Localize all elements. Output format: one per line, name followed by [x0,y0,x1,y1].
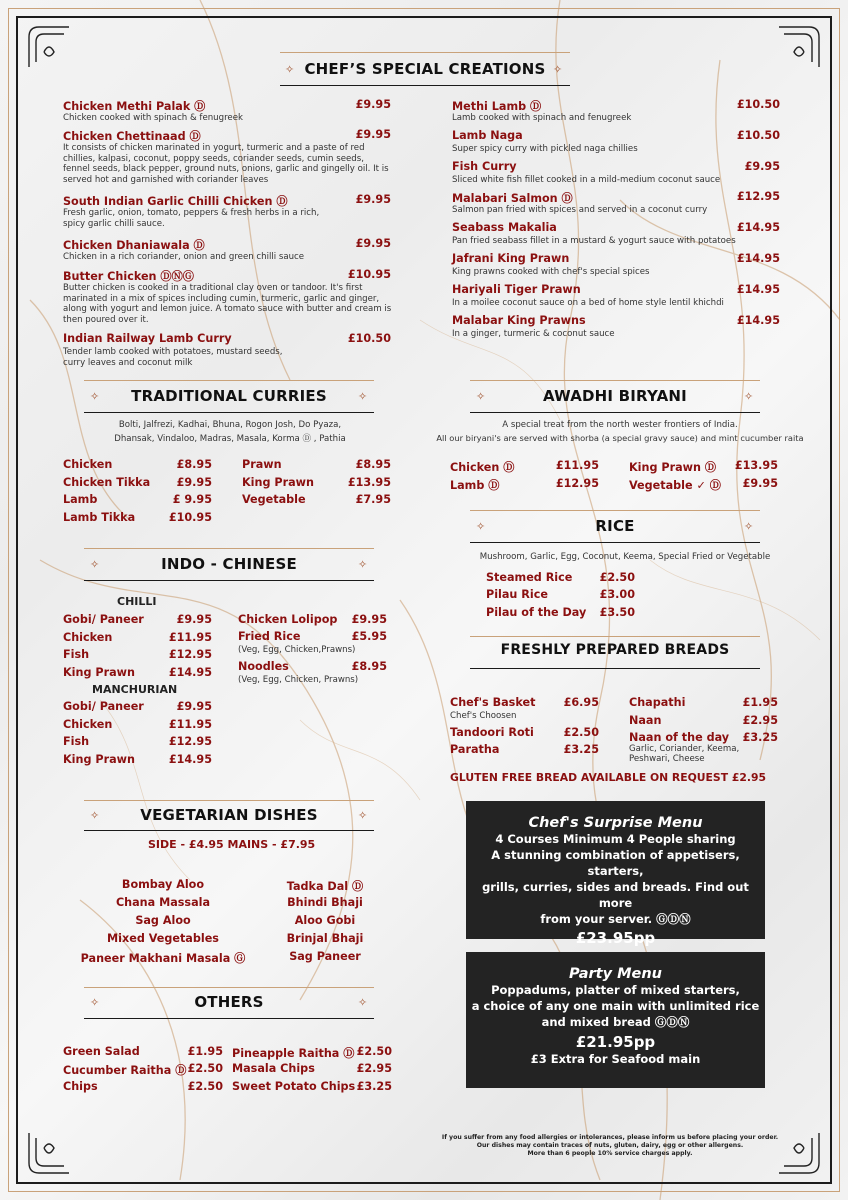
menu-item-price: £12.95 [736,190,780,204]
menu-item-description: (Veg, Egg, Chicken,Prawns) [238,645,356,655]
menu-item-price: £1.95 [742,696,778,709]
menu-item-name: Paratha [450,743,500,756]
ornament-icon: ✧ [90,996,100,1009]
menu-item-name: Chicken Lolipop [238,613,338,626]
menu-item-description: Butter chicken is cooked in a traditional clay oven or tandoor. It's first [63,283,363,293]
menu-item-name: Noodles [238,660,289,673]
divider [84,800,374,801]
veg-dish: Bhindi Bhaji [287,896,363,909]
veg-dish: Mixed Vegetables [107,932,219,945]
menu-item-description: Super spicy curry with pickled naga chillies [452,143,638,154]
divider [470,380,760,381]
menu-item-description: marinated in a mix of spices including cumin, turmeric, garlic and ginger, [63,293,380,304]
surprise-line: 4 Courses Minimum 4 People sharing [495,832,736,846]
menu-item-name: Chicken [63,717,113,731]
menu-item-price: £14.95 [736,252,780,265]
divider [470,668,760,669]
ornament-icon: ✧ [90,809,100,822]
corner-ornament-icon [774,22,824,72]
divider [84,580,374,581]
menu-item-name: Gobi/ Paneer [63,700,144,713]
menu-item-price: £10.50 [736,128,780,142]
biryani-description: A special treat from the north wester frontiers of India. [502,420,738,430]
menu-item-price: £3.25 [356,1079,392,1093]
menu-item-name: Lamb Tikka [63,510,136,524]
menu-item-price: £2.50 [356,1045,392,1058]
menu-item-description: fennel seeds, black pepper, ground nuts, onions, garlic and gingelly oil. It is [63,164,389,175]
menu-item-name: Chicken Ⓓ [450,461,515,474]
veg-dish: Paneer Makhani Masala Ⓖ [80,952,246,965]
menu-item-name: Green Salad [63,1045,140,1058]
menu-item-name: Masala Chips [232,1062,315,1076]
menu-item-name: Tandoori Roti [450,726,534,739]
menu-item-price: £9.95 [355,98,391,111]
menu-item-price: £14.95 [736,221,780,235]
menu-item-name: Fried Rice [238,630,301,643]
menu-item-price: £3.00 [599,588,635,602]
menu-item-price: £9.95 [355,237,391,250]
menu-item-name: Pilau Rice [486,588,548,602]
surprise-line: grills, curries, sides and breads. Find out more [482,880,749,910]
menu-item-description: Fresh garlic, onion, tomato, peppers & fresh herbs in a rich, [63,208,320,218]
menu-item-name: Indian Railway Lamb Curry [63,332,232,345]
menu-item-price: £14.95 [168,752,212,766]
menu-item-description: chillies, kalpasi, coconut, poppy seeds, coriander seeds, cumin seeds, [63,153,364,164]
gluten-free-note: GLUTEN FREE BREAD AVAILABLE ON REQUEST £2.95 [450,771,766,784]
menu-item-name: Chips [63,1079,98,1093]
menu-item-name: Lamb Naga [452,128,523,142]
menu-item-price: £9.95 [355,193,391,206]
menu-item-price: £3.50 [599,605,635,619]
service-charge-note: More than 6 people 10% service charges apply. [527,1150,693,1157]
veg-dish: Sag Paneer [289,950,361,963]
divider [84,412,374,413]
menu-item-price: £9.95 [742,476,778,490]
menu-item-description: then poured over it. [63,314,149,325]
menu-item-price: £2.50 [599,571,635,584]
allergy-note: Our dishes may contain traces of nuts, gluten, dairy, egg or other allergens. [476,1142,744,1149]
menu-item-name: King Prawn [63,752,135,766]
menu-item-price: £9.95 [176,700,212,713]
corner-ornament-icon [24,22,74,72]
veg-dish: Aloo Gobi [294,914,356,927]
divider [280,52,570,53]
corner-ornament-icon [774,1128,824,1178]
menu-item-description: In a ginger, turmeric & coconut sauce [452,328,615,339]
menu-item-name: Pilau of the Day [486,605,587,619]
section-title-curries: TRADITIONAL CURRIES [131,387,327,405]
section-title-chef-special: CHEF’S SPECIAL CREATIONS [304,60,546,78]
menu-item-price: £2.95 [742,713,778,727]
menu-item-name: Chicken Methi Palak Ⓓ [63,100,206,113]
divider [470,510,760,511]
menu-item-name: Sweet Potato Chips [232,1079,356,1093]
menu-item-description: served hot and garnished with coriander leaves [63,174,269,185]
divider [470,542,760,543]
menu-item-name: Prawn [242,458,282,471]
party-line: a choice of any one main with unlimited rice [471,999,760,1013]
menu-item-price: £9.95 [176,613,212,626]
menu-item-price: £11.95 [168,717,212,731]
section-title-breads: FRESHLY PREPARED BREADS [500,642,730,658]
menu-item-name: Malabari Salmon Ⓓ [452,192,573,206]
menu-item-price: £10.95 [347,268,391,281]
menu-item-description: Pan fried seabass fillet in a mustard & yogurt sauce with potatoes [452,236,736,247]
menu-item-name: Chicken Tikka [63,475,151,489]
menu-item-description: In a moilee coconut sauce on a bed of home style lentil khichdi [452,297,724,308]
ornament-icon: ✧ [358,558,368,571]
section-title-others: OTHERS [194,993,264,1011]
ornament-icon: ✧ [358,390,368,403]
menu-item-price: £9.95 [355,128,391,141]
menu-item-description: (Veg, Egg, Chicken, Prawns) [238,675,359,685]
menu-item-price: £3.25 [563,743,599,756]
ornament-icon: ✧ [285,63,295,76]
menu-item-price: £13.95 [347,475,391,489]
menu-item-price: £6.95 [563,696,599,709]
menu-item-price: £12.95 [168,648,212,661]
menu-item-price: £12.95 [555,476,599,490]
menu-item-description: spicy garlic chilli sauce. [63,218,165,229]
section-title-indo-chinese: INDO - CHINESE [161,555,297,573]
menu-item-description: Salmon pan fried with spices and served in a coconut curry [452,205,708,216]
menu-item-price: £10.95 [168,510,212,524]
divider [470,636,760,637]
curries-description: Dhansak, Vindaloo, Madras, Masala, Korma Ⓓ , Pathia [114,434,346,444]
surprise-title: Chef's Surprise Menu [528,815,703,831]
menu-item-name: Malabar King Prawns [452,313,586,327]
menu-item-description: curry leaves and coconut milk [63,357,193,368]
ornament-icon: ✧ [90,390,100,403]
ornament-icon: ✧ [744,390,754,403]
menu-item-price: £9.95 [744,159,780,173]
allergy-note: If you suffer from any food allergies or intolerances, please inform us before placing your order. [441,1134,779,1141]
veg-dish: Tadka Dal Ⓓ [286,880,364,893]
divider [84,830,374,831]
section-title-rice: RICE [595,517,635,535]
menu-item-name: King Prawn [242,475,314,489]
menu-item-name: Methi Lamb Ⓓ [452,100,542,113]
menu-item-price: £8.95 [355,458,391,471]
menu-item-price: £2.50 [187,1079,223,1093]
divider [84,987,374,988]
corner-ornament-icon [24,1128,74,1178]
menu-item-name: Steamed Rice [486,571,573,584]
menu-item-name: Fish [63,735,90,748]
curries-description: Bolti, Jalfrezi, Kadhai, Bhuna, Rogon Josh, Do Pyaza, [118,420,342,430]
manchurian-subtitle: MANCHURIAN [92,683,178,696]
menu-item-name: Naan of the day [629,731,730,744]
divider [84,548,374,549]
menu-item-name: Chicken Chettinaad Ⓓ [63,130,201,143]
menu-item-description: It consists of chicken marinated in yogurt, turmeric and a paste of red [63,143,365,153]
party-title: Party Menu [569,966,662,982]
menu-item-price: £1.95 [187,1045,223,1058]
veg-dish: Brinjal Bhaji [286,932,364,945]
menu-item-price: £9.95 [176,475,212,489]
menu-item-name: Fish Curry [452,159,517,173]
veg-dish: Sag Aloo [135,914,191,927]
ornament-icon: ✧ [90,558,100,571]
menu-item-description: King prawns cooked with chef's special spices [452,267,650,277]
menu-item-description: Lamb cooked with spinach and fenugreek [452,113,632,123]
menu-item-name: Chapathi [629,696,686,709]
surprise-line: from your server. ⒼⒹⓃ [540,912,691,926]
veg-prices: SIDE - £4.95 MAINS - £7.95 [148,838,316,851]
section-title-vegetarian: VEGETARIAN DISHES [140,806,318,824]
menu-item-name: Chicken Dhaniawala Ⓓ [63,239,205,252]
menu-item-description: Sliced white fish fillet cooked in a mild-medium coconut sauce [452,174,721,185]
party-line: Poppadums, platter of mixed starters, [491,983,740,997]
menu-item-description: Chicken in a rich coriander, onion and green chilli sauce [63,252,305,262]
menu-item-price: £11.95 [555,459,599,472]
ornament-icon: ✧ [358,809,368,822]
menu-item-name: Chicken [63,458,113,471]
menu-item-price: £10.50 [736,98,780,111]
menu-item-name: King Prawn Ⓓ [629,461,717,474]
menu-item-name: Chef's Basket [450,696,536,709]
menu-item-price: £3.25 [742,731,778,744]
menu-item-name: Vegetable [242,493,306,507]
party-price: £21.95pp [575,1033,656,1051]
divider [470,412,760,413]
menu-item-description: along with yogurt and lemon juice. A tomato sauce with butter and cream is [63,304,392,315]
party-line: £3 Extra for Seafood main [530,1052,701,1066]
menu-item-price: £14.95 [736,282,780,296]
chilli-subtitle: CHILLI [117,595,157,608]
menu-item-price: £10.50 [347,332,391,345]
menu-item-name: Pineapple Raitha Ⓓ [232,1047,355,1060]
menu-item-name: King Prawn [63,665,135,679]
menu-item-price: £12.95 [168,735,212,748]
menu-item-price: £2.50 [187,1062,223,1076]
menu-item-price: £9.95 [351,613,387,626]
menu-item-name: Naan [629,713,662,727]
party-line: and mixed bread ⒼⒹⓃ [541,1015,690,1029]
menu-item-name: Hariyali Tiger Prawn [452,282,581,296]
menu-item-price: £14.95 [736,313,780,327]
menu-item-price: £2.50 [563,726,599,739]
party-menu-box [466,952,765,1088]
menu-item-price: £11.95 [168,630,212,644]
menu-item-price: £14.95 [168,665,212,679]
chef-surprise-box [466,801,765,947]
menu-item-description: Chicken cooked with spinach & fenugreek [63,113,243,123]
divider [84,1018,374,1019]
biryani-description: All our biryani's are served with shorba (a special gravy sauce) and mint cucumber raita [436,433,804,443]
menu-item-name: Vegetable ✓ Ⓓ [629,478,721,492]
menu-item-price: £8.95 [176,458,212,471]
ornament-icon: ✧ [744,520,754,533]
menu-item-price: £5.95 [351,630,387,643]
divider [280,85,570,86]
menu-item-price: £ 9.95 [172,493,212,507]
menu-item-name: Fish [63,648,90,661]
menu-item-name: Gobi/ Paneer [63,613,144,626]
menu-item-price: £8.95 [351,660,387,673]
section-title-biryani: AWADHI BIRYANI [543,387,687,405]
menu-item-name: Jafrani King Prawn [452,252,570,265]
naan-description: Peshwari, Cheese [629,754,705,764]
menu-item-name: Butter Chicken ⒹⓃⒼ [63,270,194,283]
rice-description: Mushroom, Garlic, Egg, Coconut, Keema, Special Fried or Vegetable [479,552,771,562]
menu-item-name: Lamb Ⓓ [450,478,500,492]
veg-dish: Chana Massala [115,896,211,909]
menu-item-name: South Indian Garlic Chilli Chicken Ⓓ [63,195,288,208]
surprise-price: £23.95pp [575,929,656,947]
ornament-icon: ✧ [476,520,486,533]
menu-item-name: Lamb [63,493,98,507]
surprise-line: A stunning combination of appetisers, starters, [491,848,740,878]
veg-dish: Bombay Aloo [121,878,205,891]
menu-item-description: Chef's Choosen [450,711,517,721]
menu-item-name: Seabass Makalia [452,221,557,235]
ornament-icon: ✧ [476,390,486,403]
divider [84,380,374,381]
menu-item-name: Chicken [63,630,113,644]
ornament-icon: ✧ [553,63,563,76]
menu-item-name: Cucumber Raitha Ⓓ [63,1064,187,1078]
menu-item-description: Tender lamb cooked with potatoes, mustard seeds, [63,347,283,357]
menu-item-price: £2.95 [356,1062,392,1076]
ornament-icon: ✧ [358,996,368,1009]
naan-description: Garlic, Coriander, Keema, [629,744,740,754]
menu-item-price: £7.95 [355,493,391,507]
menu-item-price: £13.95 [734,459,778,472]
